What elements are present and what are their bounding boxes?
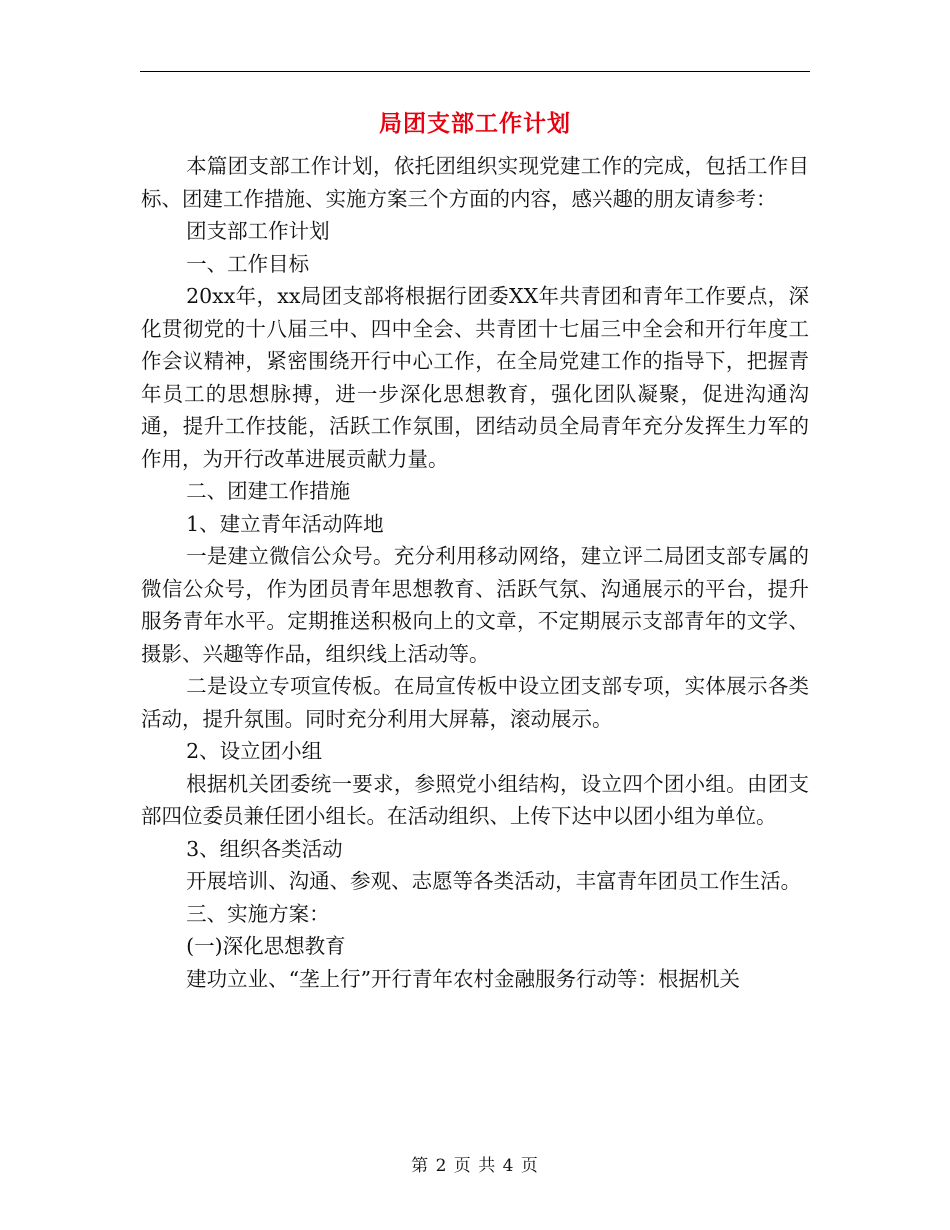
paragraph-goals: 20xx年，xx局团支部将根据行团委XX年共青团和青年工作要点，深化贯彻党的十八届三中、四中全会、共青团十七届三中全会和开行年度工作会议精神，紧密围绕开行中心工作，在全局党建工作的指导下，把握青年员工的思想脉搏，进一步深化思想教育，强化团队凝聚，促进沟通沟通，提升工作技能，活跃工作氛围，团结动员全局青年充分发挥生力军的作用，为开行改革进展贡献力量。 bbox=[141, 284, 809, 471]
document-title: 局团支部工作计划 bbox=[379, 110, 571, 137]
document-body bbox=[141, 150, 809, 995]
paragraph-education: 建功立业、“垄上行”开行青年农村金融服务行动等：根据机关 bbox=[186, 966, 741, 991]
page-number: 第 2 页 共 4 页 bbox=[411, 1156, 539, 1176]
header-rule bbox=[140, 71, 810, 72]
heading-activities: 3、组织各类活动 bbox=[186, 836, 343, 861]
heading-groups: 2、设立团小组 bbox=[186, 739, 323, 763]
paragraph-wechat: 一是建立微信公众号。充分利用移动网络，建立评二局团支部专属的微信公众号，作为团员青年思想教育、活跃气氛、沟通展示的平台，提升服务青年水平。定期推送积极向上的文章，不定期展示支部青年的文学、摄影、兴趣等作品，组织线上活动等。 bbox=[141, 544, 809, 666]
paragraph-activities: 开展培训、沟通、参观、志愿等各类活动，丰富青年团员工作生活。 bbox=[186, 869, 802, 893]
paragraph-subtitle: 团支部工作计划 bbox=[186, 219, 330, 243]
heading-measures: 二、团建工作措施 bbox=[186, 479, 351, 503]
paragraph-board: 二是设立专项宣传板。在局宣传板中设立团支部专项，实体展示各类活动，提升氛围。同时充分利用大屏幕，滚动展示。 bbox=[141, 674, 809, 731]
heading-youth-base: 1、建立青年活动阵地 bbox=[186, 511, 384, 536]
heading-work-goals: 一、工作目标 bbox=[186, 251, 310, 276]
heading-education: (一)深化思想教育 bbox=[186, 934, 346, 958]
heading-plan: 三、实施方案： bbox=[186, 901, 330, 926]
paragraph-intro: 本篇团支部工作计划，依托团组织实现党建工作的完成，包括工作目标、团建工作措施、实施方案三个方面的内容，感兴趣的朋友请参考： bbox=[141, 154, 809, 211]
paragraph-groups: 根据机关团委统一要求，参照党小组结构，设立四个团小组。由团支部四位委员兼任团小组长。在活动组织、上传下达中以团小组为单位。 bbox=[141, 771, 809, 828]
